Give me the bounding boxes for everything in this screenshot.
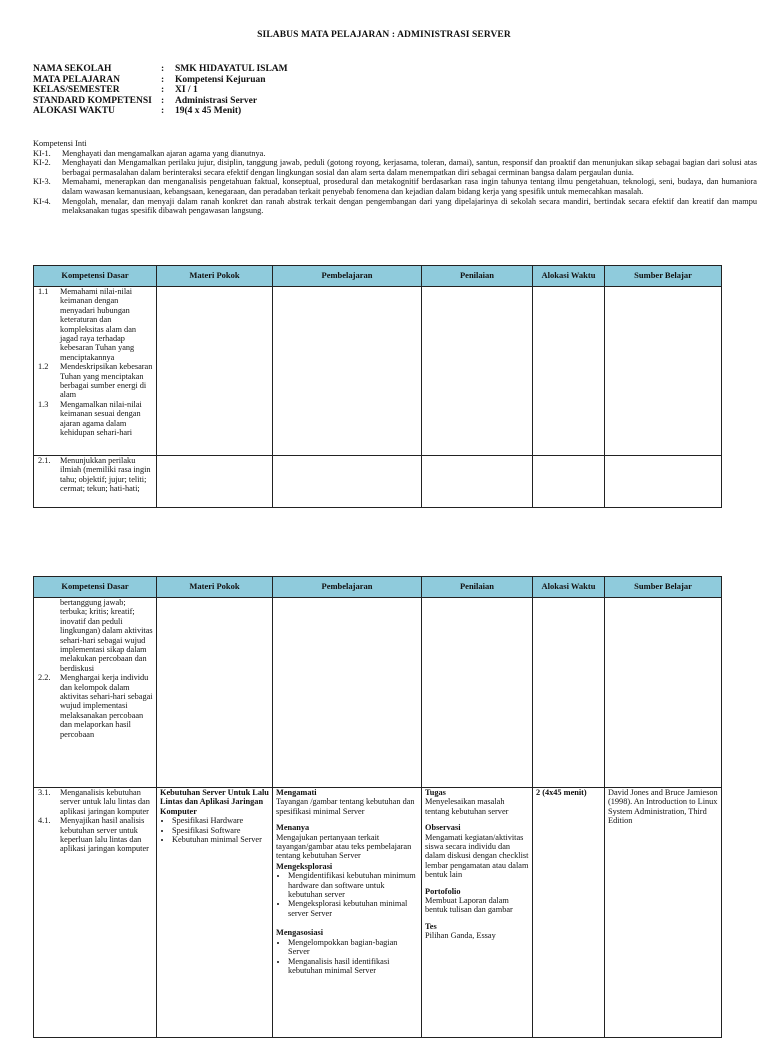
kd-number: 1.2 (38, 362, 49, 372)
kd-text: Menghargai kerja individu dan kelompok dalam aktivitas sehari-hari sebagai wujud implementasi melaksanakan percobaan dan melaporkan hasil percobaan (60, 673, 153, 739)
identity-value: Kompetensi Kejuruan (175, 74, 266, 85)
alokasi-value: 2 (4x45 menit) (536, 788, 587, 797)
observasi-section (425, 823, 529, 879)
penilaian-cell (422, 788, 533, 1038)
kd-number: 2.1. (38, 456, 51, 465)
col-header-alokasi-waktu: Alokasi Waktu (533, 266, 605, 287)
table-row (34, 456, 722, 508)
sumber-belajar-cell (605, 287, 722, 456)
document-title: SILABUS MATA PELAJARAN : ADMINISTRASI SERVER (257, 30, 511, 40)
penilaian-cell (422, 287, 533, 456)
table-row (34, 598, 722, 788)
section-text: Menyelesaikan masalah tentang kebutuhan server (425, 797, 509, 816)
kd-text: Mengamalkan nilai-nilai keimanan sesuai dengan ajaran agama dalam kehidupan sehari-hari (60, 399, 142, 438)
identity-colon: : (161, 95, 165, 106)
ki-label: KI-3. (33, 177, 51, 187)
materi-list (160, 816, 269, 844)
pembelajaran-cell (273, 598, 422, 788)
sumber-value: David Jones and Bruce Jamieson (1998). An Introduction to Linux System Administration, Third Edition (608, 788, 718, 826)
list-item: • Kebutuhan minimal Server (172, 835, 269, 844)
table-row (34, 287, 722, 456)
menanya-section (276, 823, 418, 861)
school-identity (33, 64, 288, 117)
kd-item (37, 287, 153, 362)
portofolio-section (425, 887, 529, 915)
ki-text: Menghayati dan Mengamalkan perilaku jujur, disiplin, tanggung jawab, peduli (gotong royong, kerjasama, toleran, damai), santun, responsif dan proaktif dan menunjukan sikap sebagai bagian dari solusi atas berbagai permasalahan dalam berinteraksi secara efektif dengan lingkungan sosial dan alam serta dalam menempatkan diri sebagai cerminan bangsa dalam pergaulan dunia. (62, 158, 757, 177)
asosiasi-section (276, 928, 418, 975)
table-row (34, 788, 722, 1038)
section-text: Pilihan Ganda, Essay (425, 931, 496, 941)
list-item: • Spesifikasi Hardware (172, 816, 269, 825)
col-header-kompetensi-dasar: Kompetensi Dasar (34, 577, 157, 598)
kd-number: 1.3 (38, 399, 49, 409)
section-text: Membuat Laporan dalam bentuk tulisan dan gambar (425, 896, 513, 915)
ki-label: KI-4. (33, 196, 51, 206)
kd-item (37, 400, 153, 438)
col-header-pembelajaran: Pembelajaran (273, 266, 422, 287)
kd-number: 2.2. (38, 673, 51, 683)
pembelajaran-cell (273, 788, 422, 1038)
section-text: Mengamati kegiatan/aktivitas siswa secara individu dan dalam diskusi dengan checklist lembar pengamatan atau dalam bentuk lain (425, 832, 529, 880)
kompetensi-dasar-cell (34, 598, 157, 788)
materi-pokok-cell (157, 788, 273, 1038)
identity-row (33, 106, 288, 117)
eksplorasi-list (276, 871, 418, 918)
kd-number: 1.1 (38, 287, 49, 296)
identity-colon: : (161, 85, 165, 95)
ki-item (33, 197, 757, 216)
section-text: Tayangan /gambar tentang kebutuhan dan spesifikasi minimal Server (276, 797, 415, 816)
col-header-pembelajaran: Pembelajaran (273, 577, 422, 598)
col-header-penilaian: Penilaian (422, 266, 533, 287)
section-heading: Mengasosiasi (276, 928, 324, 938)
section-heading: Mengeksplorasi (276, 861, 333, 871)
alokasi-waktu-cell (533, 598, 605, 788)
ki-item (33, 177, 757, 196)
materi-pokok-cell (157, 456, 273, 508)
kd-item (37, 788, 153, 816)
identity-value: 19(4 x 45 Menit) (175, 106, 242, 116)
ki-label: KI-2. (33, 158, 51, 168)
kompetensi-inti (33, 139, 757, 216)
col-header-materi-pokok: Materi Pokok (157, 577, 273, 598)
list-item: • Mengeksplorasi kebutuhan minimal server Server (288, 899, 418, 918)
kompetensi-dasar-cell (34, 456, 157, 508)
col-header-sumber-belajar: Sumber Belajar (605, 266, 722, 287)
table-header-row (34, 577, 722, 598)
identity-label: STANDARD KOMPETENSI (33, 95, 152, 106)
section-heading: Tugas (425, 788, 446, 797)
kd-item (37, 456, 153, 494)
kd-text: Menganalisis kebutuhan server untuk lalu lintas dan aplikasi jaringan komputer (60, 788, 150, 816)
eksplorasi-section (276, 862, 418, 918)
kd-continued-text: bertanggung jawab; terbuka; kritis; kreatif; inovatif dan peduli lingkungan) dalam aktivitas sehari-hari sebagai wujud implementasi sikap dalam melakukan percobaan dan berdiskusi (60, 598, 153, 673)
kd-item (37, 362, 153, 400)
identity-label: KELAS/SEMESTER (33, 85, 120, 95)
section-heading: Portofolio (425, 886, 461, 896)
identity-row (33, 85, 288, 96)
penilaian-cell (422, 598, 533, 788)
identity-value: SMK HIDAYATUL ISLAM (175, 64, 288, 74)
alokasi-waktu-cell (533, 456, 605, 508)
identity-row (33, 64, 288, 75)
materi-pokok-cell (157, 598, 273, 788)
ki-text: Menghayati dan mengamalkan ajaran agama yang dianutnya. (62, 148, 266, 158)
identity-label: ALOKASI WAKTU (33, 106, 115, 116)
pembelajaran-cell (273, 287, 422, 456)
table-header-row (34, 266, 722, 287)
materi-title: Kebutuhan Server Untuk Lalu Lintas dan Aplikasi Jaringan Komputer (160, 788, 269, 816)
ki-text: Memahami, menerapkan dan menganalisis pengetahuan faktual, konseptual, prosedural dan metakognitif berdasarkan rasa ingin tahunya tentang ilmu pengetahuan, teknologi, seni, budaya, dan humaniora dalam wawasan kemanusiaan, kebangsaan, kenegaraan, dan peradaban terkait penyebab fenomena dan kejadian dalam bidang kerja yang spesifik untuk memecahkan masalah. (62, 177, 757, 196)
asosiasi-list (276, 938, 418, 976)
identity-value: Administrasi Server (175, 95, 258, 106)
identity-row (33, 96, 288, 107)
kd-text: Menyajikan hasil analisis kebutuhan server untuk keperluan lalu lintas dan aplikasi jaringan komputer (60, 816, 149, 854)
sumber-belajar-cell (605, 788, 722, 1038)
kd-number: 4.1. (38, 816, 51, 826)
section-heading: Observasi (425, 823, 461, 833)
identity-row (33, 75, 288, 86)
pembelajaran-cell (273, 456, 422, 508)
section-text: Mengajukan pertanyaan terkait tayangan/gambar atau teks pembelajaran tentang kebutuhan Server (276, 832, 412, 861)
tugas-section (425, 788, 529, 816)
materi-pokok-cell (157, 287, 273, 456)
section-heading: Mengamati (276, 788, 317, 797)
list-item: • Mengelompokkan bagian-bagian Server (288, 938, 418, 957)
syllabus-table-2 (33, 576, 722, 1038)
identity-colon: : (161, 64, 165, 74)
col-header-kompetensi-dasar: Kompetensi Dasar (34, 266, 157, 287)
col-header-alokasi-waktu: Alokasi Waktu (533, 577, 605, 598)
col-header-sumber-belajar: Sumber Belajar (605, 577, 722, 598)
ki-text: Mengolah, menalar, dan menyaji dalam ranah konkret dan ranah abstrak terkait dengan pengembangan dari yang dipelajarinya di sekolah secara mandiri, bertindak secara efektif dan kreatif dan mampu melaksanakan tugas spesifik dibawah pengawasan langsung. (62, 196, 757, 216)
identity-label: MATA PELAJARAN (33, 74, 120, 85)
alokasi-waktu-cell (533, 788, 605, 1038)
section-heading: Menanya (276, 823, 310, 833)
col-header-penilaian: Penilaian (422, 577, 533, 598)
sumber-belajar-cell (605, 456, 722, 508)
kd-item (37, 673, 153, 739)
kd-number: 3.1. (38, 788, 51, 797)
identity-label: NAMA SEKOLAH (33, 64, 112, 74)
kd-text: Menunjukkan perilaku ilmiah (memiliki rasa ingin tahu; objektif; jujur; teliti; cermat; tekun; hati-hati; (60, 456, 151, 494)
kompetensi-dasar-cell (34, 287, 157, 456)
ki-heading: Kompetensi Inti (33, 139, 87, 148)
ki-label: KI-1. (33, 148, 51, 158)
tes-section (425, 922, 529, 941)
ki-item (33, 149, 757, 159)
identity-colon: : (161, 74, 165, 85)
alokasi-waktu-cell (533, 287, 605, 456)
col-header-materi-pokok: Materi Pokok (157, 266, 273, 287)
penilaian-cell (422, 456, 533, 508)
kd-text: Memahami nilai-nilai keimanan dengan menyadari hubungan keteraturan dan kompleksitas alam dan jagad raya terhadap kebesaran Tuhan yang menciptakannya (60, 287, 137, 362)
list-item: • Spesifikasi Software (172, 826, 269, 835)
kompetensi-dasar-cell (34, 788, 157, 1038)
identity-colon: : (161, 106, 165, 116)
identity-value: XI / 1 (175, 85, 198, 95)
syllabus-table-1 (33, 265, 722, 508)
ki-item (33, 158, 757, 177)
kd-text: Mendeskripsikan kebesaran Tuhan yang menciptakan berbagai sumber energi di alam (60, 362, 153, 400)
section-heading: Tes (425, 921, 437, 931)
sumber-belajar-cell (605, 598, 722, 788)
mengamati-section (276, 788, 418, 816)
list-item: • Mengidentifikasi kebutuhan minimum hardware dan software untuk kebutuhan server (288, 871, 418, 899)
list-item: • Menganalisis hasil identifikasi kebutuhan minimal Server (288, 957, 418, 976)
kd-item (37, 816, 153, 854)
